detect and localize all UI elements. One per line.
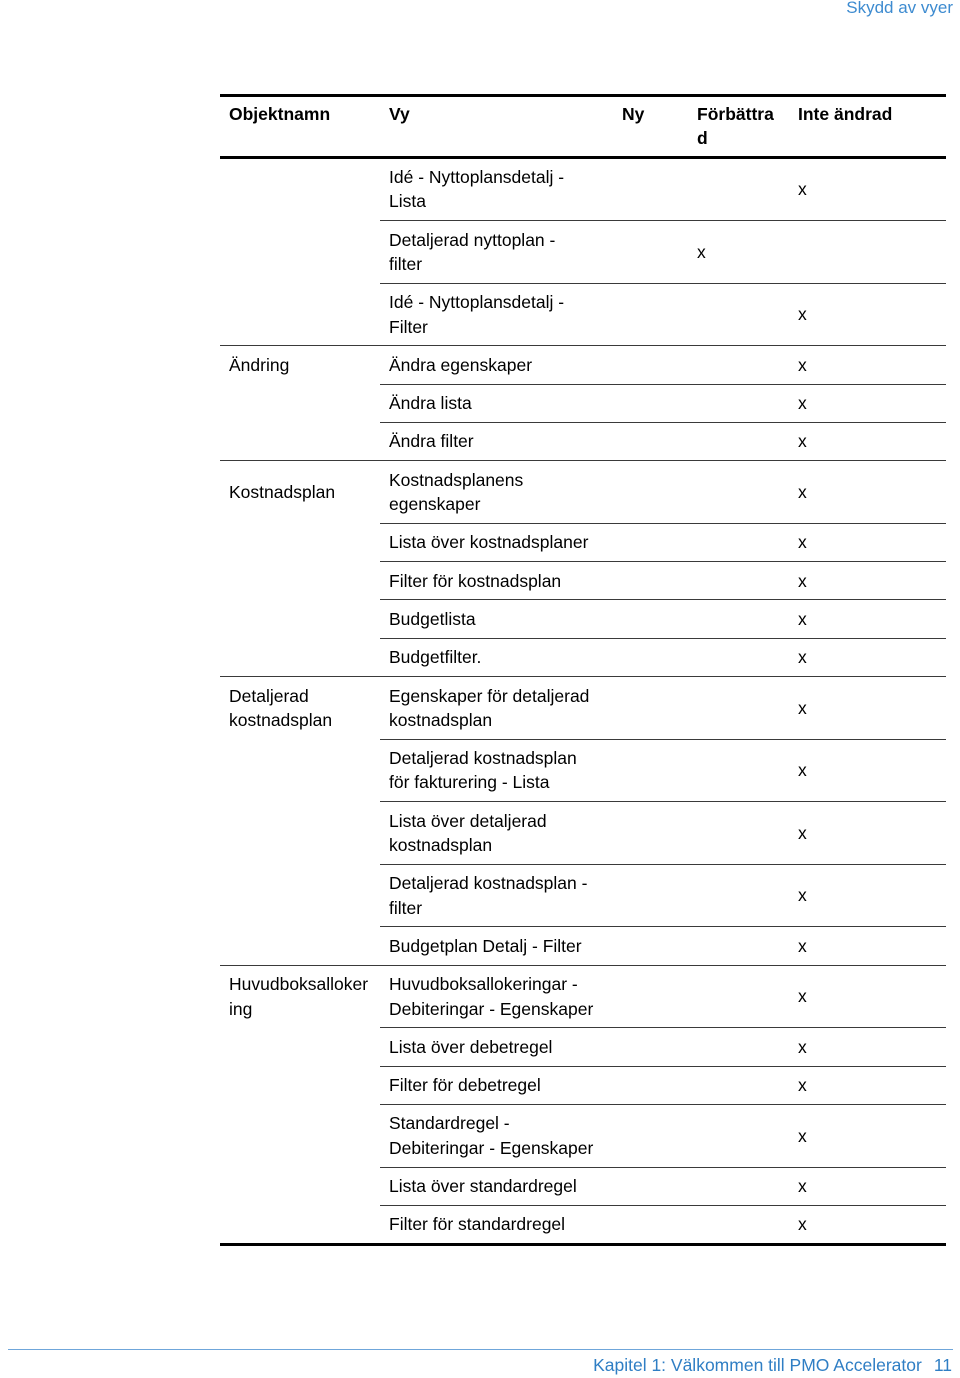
cell-forbattrad bbox=[688, 422, 789, 460]
table-row bbox=[220, 562, 946, 600]
cell-objektnamn bbox=[220, 600, 380, 638]
view-name-line: Budgetfilter. bbox=[389, 647, 482, 668]
footer-chapter-title: Kapitel 1: Välkommen till PMO Accelerator bbox=[593, 1355, 922, 1375]
view-name-line: Filter för kostnadsplan bbox=[389, 570, 562, 591]
cell-ny bbox=[613, 221, 688, 284]
cell-vy bbox=[380, 600, 613, 638]
column-header-objektnamn bbox=[220, 96, 380, 158]
cell-objektnamn bbox=[220, 677, 380, 740]
table-row bbox=[220, 1205, 946, 1244]
cell-objektnamn bbox=[220, 1066, 380, 1104]
cell-vy bbox=[380, 346, 613, 384]
cell-objektnamn bbox=[220, 927, 380, 965]
status-mark: x bbox=[798, 1214, 807, 1235]
view-name-line: Lista bbox=[389, 191, 426, 212]
cell-objektnamn bbox=[220, 422, 380, 460]
header-row bbox=[220, 96, 946, 158]
object-name-line: ing bbox=[229, 998, 253, 1019]
cell-vy bbox=[380, 1104, 613, 1167]
status-mark: x bbox=[798, 532, 807, 553]
cell-forbattrad bbox=[688, 638, 789, 676]
status-mark: x bbox=[798, 935, 807, 956]
cell-ny bbox=[613, 864, 688, 927]
cell-vy bbox=[380, 283, 613, 346]
table-body bbox=[220, 157, 946, 1245]
cell-objektnamn bbox=[220, 346, 380, 384]
cell-forbattrad bbox=[688, 562, 789, 600]
table-row bbox=[220, 1028, 946, 1066]
view-name-line: Detaljerad kostnadsplan - bbox=[389, 873, 588, 894]
cell-vy bbox=[380, 677, 613, 740]
cell-forbattrad bbox=[688, 802, 789, 865]
cell-forbattrad bbox=[688, 864, 789, 927]
cell-forbattrad bbox=[688, 157, 789, 221]
cell-objektnamn bbox=[220, 965, 380, 1028]
table-row bbox=[220, 638, 946, 676]
cell-forbattrad bbox=[688, 1205, 789, 1244]
cell-inte-andrad bbox=[789, 965, 946, 1028]
cell-objektnamn bbox=[220, 802, 380, 865]
footer-divider bbox=[8, 1349, 953, 1350]
status-mark: x bbox=[798, 1036, 807, 1057]
cell-vy bbox=[380, 157, 613, 221]
cell-forbattrad bbox=[688, 461, 789, 524]
view-name-line: Detaljerad kostnadsplan bbox=[389, 748, 577, 769]
cell-ny bbox=[613, 562, 688, 600]
table-row bbox=[220, 461, 946, 524]
cell-inte-andrad bbox=[789, 1167, 946, 1205]
cell-inte-andrad bbox=[789, 927, 946, 965]
cell-vy bbox=[380, 562, 613, 600]
column-header-forbattrad bbox=[688, 96, 789, 158]
column-header-label: Förbättra bbox=[697, 104, 774, 124]
column-header-label: Ny bbox=[622, 104, 645, 124]
cell-objektnamn bbox=[220, 523, 380, 561]
cell-ny bbox=[613, 461, 688, 524]
cell-objektnamn bbox=[220, 157, 380, 221]
cell-ny bbox=[613, 384, 688, 422]
view-name-line: Filter för standardregel bbox=[389, 1214, 566, 1235]
table-row bbox=[220, 283, 946, 346]
status-mark: x bbox=[798, 885, 807, 906]
cell-ny bbox=[613, 1104, 688, 1167]
cell-ny bbox=[613, 1205, 688, 1244]
view-protection-table bbox=[220, 94, 946, 1246]
cell-objektnamn bbox=[220, 1028, 380, 1066]
table-row bbox=[220, 677, 946, 740]
status-mark: x bbox=[798, 1125, 807, 1146]
column-header-label: Objektnamn bbox=[229, 104, 331, 124]
view-name-line: Filter för debetregel bbox=[389, 1075, 541, 1096]
cell-inte-andrad bbox=[789, 384, 946, 422]
cell-forbattrad bbox=[688, 384, 789, 422]
cell-inte-andrad bbox=[789, 677, 946, 740]
cell-objektnamn bbox=[220, 1167, 380, 1205]
cell-forbattrad bbox=[688, 739, 789, 802]
cell-inte-andrad bbox=[789, 1028, 946, 1066]
object-name-line: Huvudboksalloker bbox=[229, 974, 369, 995]
cell-ny bbox=[613, 1028, 688, 1066]
table-row bbox=[220, 864, 946, 927]
cell-vy bbox=[380, 384, 613, 422]
cell-vy bbox=[380, 1167, 613, 1205]
cell-inte-andrad bbox=[789, 1066, 946, 1104]
view-name-line: kostnadsplan bbox=[389, 835, 493, 856]
cell-ny bbox=[613, 739, 688, 802]
cell-forbattrad bbox=[688, 965, 789, 1028]
table-row bbox=[220, 221, 946, 284]
cell-objektnamn bbox=[220, 1104, 380, 1167]
cell-forbattrad bbox=[688, 600, 789, 638]
cell-vy bbox=[380, 523, 613, 561]
view-name-line: egenskaper bbox=[389, 494, 481, 515]
status-mark: x bbox=[798, 760, 807, 781]
cell-inte-andrad bbox=[789, 739, 946, 802]
cell-inte-andrad bbox=[789, 523, 946, 561]
table-row bbox=[220, 1167, 946, 1205]
object-name-line: kostnadsplan bbox=[229, 710, 333, 731]
cell-inte-andrad bbox=[789, 422, 946, 460]
cell-objektnamn bbox=[220, 283, 380, 346]
table-row bbox=[220, 1066, 946, 1104]
cell-ny bbox=[613, 927, 688, 965]
table-row bbox=[220, 523, 946, 561]
cell-vy bbox=[380, 927, 613, 965]
view-name-line: Kostnadsplanens bbox=[389, 469, 524, 490]
table-row bbox=[220, 802, 946, 865]
cell-inte-andrad bbox=[789, 864, 946, 927]
status-mark: x bbox=[798, 986, 807, 1007]
cell-forbattrad bbox=[688, 283, 789, 346]
cell-ny bbox=[613, 677, 688, 740]
page-footer bbox=[593, 1354, 952, 1376]
cell-forbattrad bbox=[688, 1167, 789, 1205]
cell-forbattrad bbox=[688, 1104, 789, 1167]
column-header-vy bbox=[380, 96, 613, 158]
cell-inte-andrad bbox=[789, 157, 946, 221]
view-name-line: Ändra lista bbox=[389, 393, 472, 414]
cell-inte-andrad bbox=[789, 346, 946, 384]
column-header-label: Inte ändrad bbox=[798, 104, 893, 124]
cell-forbattrad bbox=[688, 523, 789, 561]
cell-ny bbox=[613, 523, 688, 561]
table-row bbox=[220, 157, 946, 221]
cell-inte-andrad bbox=[789, 1205, 946, 1244]
status-mark: x bbox=[798, 304, 807, 325]
status-mark: x bbox=[798, 697, 807, 718]
cell-forbattrad bbox=[688, 221, 789, 284]
view-name-line: filter bbox=[389, 253, 423, 274]
object-name-line: Detaljerad bbox=[229, 685, 309, 706]
cell-ny bbox=[613, 346, 688, 384]
cell-ny bbox=[613, 157, 688, 221]
status-mark: x bbox=[798, 1176, 807, 1196]
cell-ny bbox=[613, 965, 688, 1028]
view-name-line: Idé - Nyttoplansdetalj - bbox=[389, 292, 565, 313]
cell-vy bbox=[380, 1028, 613, 1066]
view-name-line: Lista över kostnadsplaner bbox=[389, 532, 589, 553]
cell-inte-andrad bbox=[789, 600, 946, 638]
table-row bbox=[220, 739, 946, 802]
view-name-line: filter bbox=[389, 897, 423, 918]
cell-vy bbox=[380, 422, 613, 460]
view-name-line: Ändra filter bbox=[389, 431, 474, 452]
status-mark: x bbox=[798, 647, 807, 668]
view-name-line: kostnadsplan bbox=[389, 709, 493, 730]
table-row bbox=[220, 384, 946, 422]
table-row bbox=[220, 927, 946, 965]
object-name-line: Kostnadsplan bbox=[229, 482, 336, 503]
view-name-line: Debiteringar - Egenskaper bbox=[389, 1137, 594, 1158]
table-row bbox=[220, 422, 946, 460]
view-name-line: Egenskaper för detaljerad bbox=[389, 685, 590, 706]
cell-inte-andrad bbox=[789, 638, 946, 676]
status-mark: x bbox=[697, 241, 706, 262]
cell-forbattrad bbox=[688, 1066, 789, 1104]
cell-objektnamn bbox=[220, 739, 380, 802]
cell-objektnamn bbox=[220, 638, 380, 676]
view-name-line: Lista över debetregel bbox=[389, 1036, 553, 1057]
cell-objektnamn bbox=[220, 384, 380, 422]
cell-vy bbox=[380, 864, 613, 927]
view-name-line: Budgetplan Detalj - Filter bbox=[389, 935, 582, 956]
table-row bbox=[220, 965, 946, 1028]
status-mark: x bbox=[798, 431, 807, 452]
column-header-inte-andrad bbox=[789, 96, 946, 158]
cell-objektnamn bbox=[220, 221, 380, 284]
view-name-line: Ändra egenskaper bbox=[389, 354, 533, 375]
view-name-line: Debiteringar - Egenskaper bbox=[389, 998, 594, 1019]
cell-forbattrad bbox=[688, 677, 789, 740]
status-mark: x bbox=[798, 354, 807, 375]
view-name-line: Filter bbox=[389, 316, 428, 337]
column-header-ny bbox=[613, 96, 688, 158]
view-name-line: Idé - Nyttoplansdetalj - bbox=[389, 167, 565, 188]
view-name-line: Lista över detaljerad bbox=[389, 810, 547, 831]
page-number: 11 bbox=[933, 1355, 952, 1375]
view-name-line: för fakturering - Lista bbox=[389, 772, 550, 793]
status-mark: x bbox=[798, 179, 807, 200]
object-name-line: Ändring bbox=[229, 355, 290, 376]
cell-ny bbox=[613, 802, 688, 865]
column-header-label: d bbox=[697, 128, 708, 149]
cell-vy bbox=[380, 461, 613, 524]
cell-vy bbox=[380, 802, 613, 865]
status-mark: x bbox=[798, 1075, 807, 1096]
cell-inte-andrad bbox=[789, 562, 946, 600]
view-name-line: Standardregel - bbox=[389, 1113, 510, 1134]
status-mark: x bbox=[798, 608, 807, 629]
cell-vy bbox=[380, 221, 613, 284]
status-mark: x bbox=[798, 393, 807, 414]
running-header-title: Skydd av vyer bbox=[846, 0, 953, 17]
cell-vy bbox=[380, 965, 613, 1028]
table-row bbox=[220, 346, 946, 384]
cell-ny bbox=[613, 422, 688, 460]
cell-inte-andrad bbox=[789, 802, 946, 865]
cell-ny bbox=[613, 1167, 688, 1205]
column-header-label: Vy bbox=[389, 104, 410, 124]
table-header bbox=[220, 96, 946, 158]
cell-vy bbox=[380, 1066, 613, 1104]
view-name-line: Lista över standardregel bbox=[389, 1176, 577, 1196]
cell-ny bbox=[613, 600, 688, 638]
cell-inte-andrad bbox=[789, 461, 946, 524]
cell-objektnamn bbox=[220, 562, 380, 600]
cell-ny bbox=[613, 638, 688, 676]
view-name-line: Budgetlista bbox=[389, 608, 476, 629]
cell-objektnamn bbox=[220, 864, 380, 927]
status-mark: x bbox=[798, 570, 807, 591]
cell-vy bbox=[380, 1205, 613, 1244]
cell-objektnamn bbox=[220, 461, 380, 524]
cell-forbattrad bbox=[688, 1028, 789, 1066]
cell-forbattrad bbox=[688, 346, 789, 384]
table-row bbox=[220, 600, 946, 638]
table-row bbox=[220, 1104, 946, 1167]
cell-forbattrad bbox=[688, 927, 789, 965]
cell-ny bbox=[613, 1066, 688, 1104]
cell-inte-andrad bbox=[789, 1104, 946, 1167]
cell-objektnamn bbox=[220, 1205, 380, 1244]
cell-vy bbox=[380, 638, 613, 676]
cell-ny bbox=[613, 283, 688, 346]
status-mark: x bbox=[798, 822, 807, 843]
view-name-line: Detaljerad nyttoplan - bbox=[389, 229, 556, 250]
cell-inte-andrad bbox=[789, 283, 946, 346]
status-mark: x bbox=[798, 481, 807, 502]
view-name-line: Huvudboksallokeringar - bbox=[389, 974, 578, 995]
cell-vy bbox=[380, 739, 613, 802]
cell-inte-andrad bbox=[789, 221, 946, 284]
